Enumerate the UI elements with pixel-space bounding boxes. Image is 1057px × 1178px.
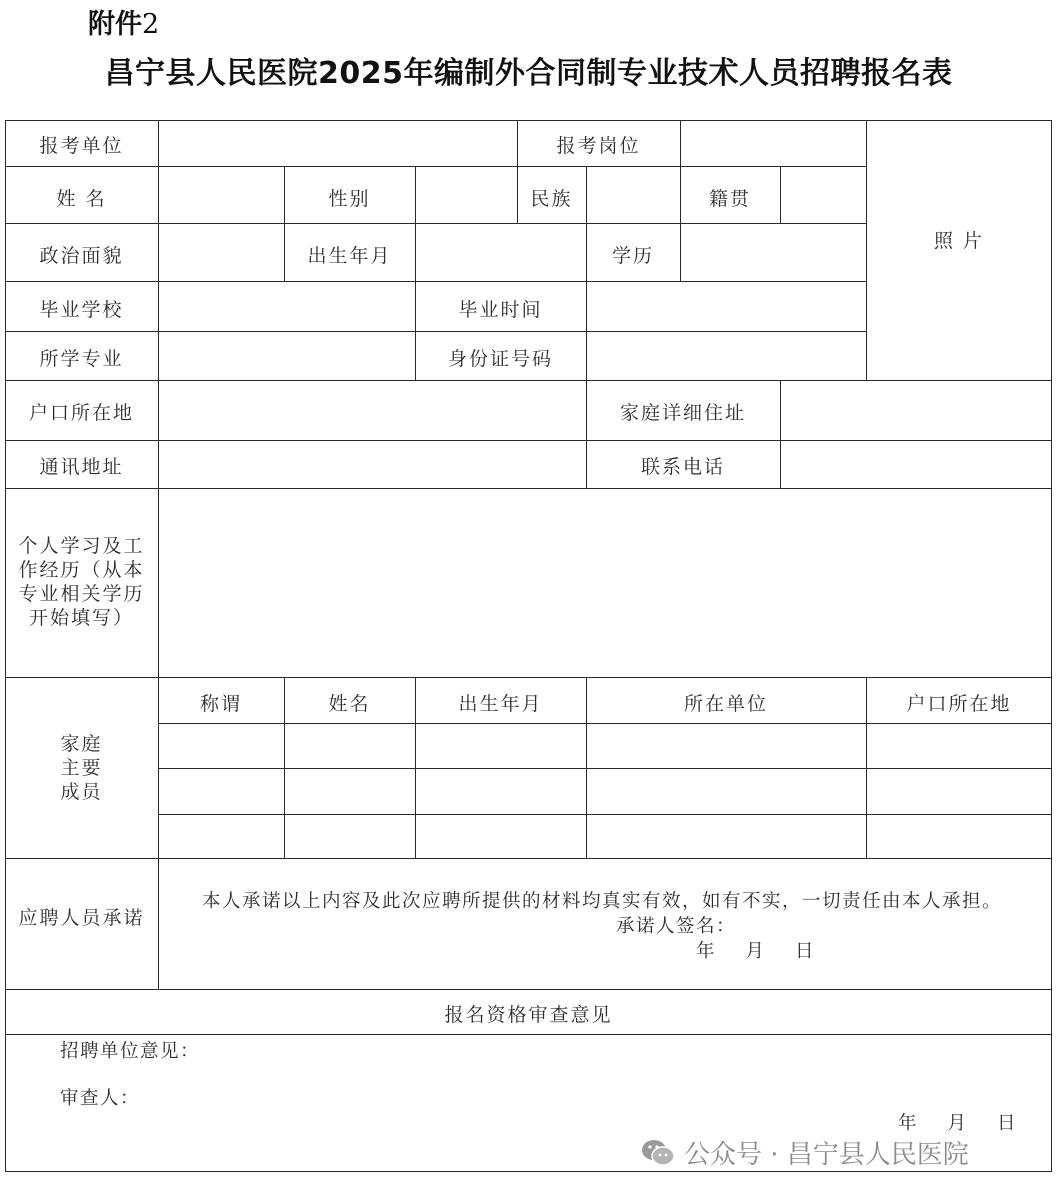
- label-major: 所学专业: [39, 348, 124, 370]
- label-native-place: 籍贯: [708, 188, 751, 210]
- wechat-icon: [640, 1138, 676, 1168]
- label-graduate-school: 毕业学校: [39, 299, 124, 321]
- label-political-status: 政治面貌: [39, 245, 124, 267]
- label-resume: 个人学习及工 作经历（从本 专业相关学历 开始填写）: [18, 535, 145, 629]
- family-header-birth: 出生年月: [458, 693, 543, 715]
- attachment-label: 附件2: [88, 9, 160, 40]
- reviewer: 审查人：: [60, 1088, 141, 1109]
- pledge-text: 本人承诺以上内容及此次应聘所提供的材料均真实有效，如有不实，一切责任由本人承担。: [202, 891, 1003, 912]
- label-graduate-time: 毕业时间: [458, 299, 543, 321]
- label-photo: 照 片: [933, 230, 985, 252]
- label-apply-post: 报考岗位: [556, 135, 641, 157]
- label-birth-date: 出生年月: [307, 245, 392, 267]
- unit-opinion: 招聘单位意见：: [60, 1041, 201, 1062]
- family-header-workplace: 所在单位: [683, 693, 768, 715]
- label-family-members: 家庭 主要 成员: [60, 733, 103, 803]
- label-apply-unit: 报考单位: [39, 135, 124, 157]
- label-phone: 联系电话: [640, 456, 725, 478]
- family-header-relation: 称谓: [199, 693, 242, 715]
- label-ethnicity: 民族: [530, 188, 573, 210]
- label-gender: 性别: [328, 188, 371, 210]
- review-date: 年 月 日: [898, 1113, 1018, 1134]
- review-title: 报名资格审查意见: [444, 1004, 613, 1026]
- family-header-hukou: 户口所在地: [906, 693, 1012, 715]
- label-mailing-address: 通讯地址: [39, 456, 124, 478]
- pledge-signature: 承诺人签名：: [616, 916, 737, 937]
- watermark-text: 公众号 · 昌宁县人民医院: [684, 1140, 969, 1170]
- label-name: 姓 名: [56, 188, 107, 210]
- family-header-name: 姓名: [328, 693, 371, 715]
- label-id-number: 身份证号码: [447, 348, 553, 370]
- label-education: 学历: [611, 245, 654, 267]
- label-pledge: 应聘人员承诺: [18, 907, 145, 929]
- page-title: 昌宁县人民医院2025年编制外合同制专业技术人员招聘报名表: [104, 56, 953, 91]
- label-hukou-location: 户口所在地: [28, 402, 134, 424]
- wechat-watermark: [640, 1134, 969, 1171]
- pledge-date: 年 月 日: [696, 941, 816, 962]
- label-home-address: 家庭详细住址: [619, 402, 746, 424]
